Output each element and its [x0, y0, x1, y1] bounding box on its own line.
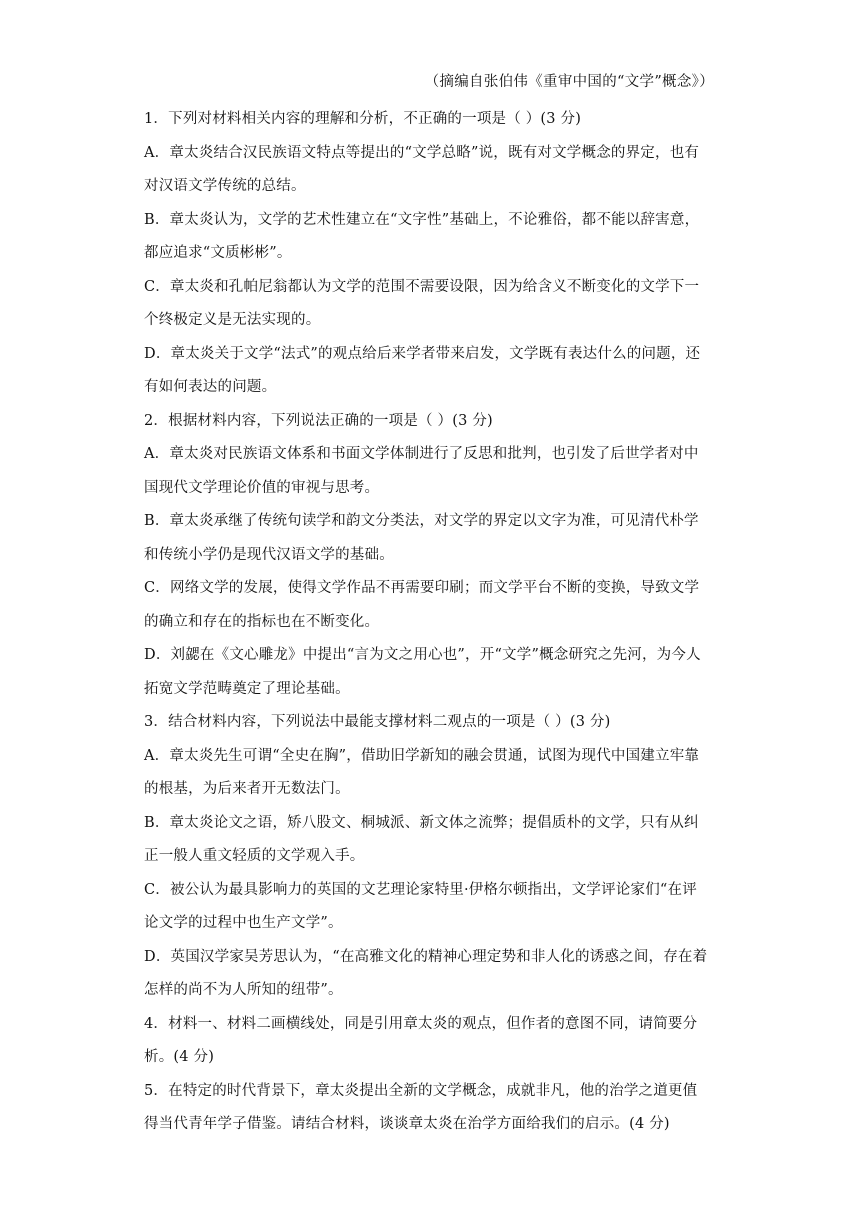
text-line: 2．根据材料内容，下列说法正确的一项是（ ）(3 分) [144, 412, 493, 429]
text-line: B．章太炎承继了传统句读学和韵文分类法，对文学的界定以文字为准，可见清代朴学 [144, 513, 699, 529]
source-citation: （摘编自张伯伟《重审中国的“文学”概念》） [424, 74, 714, 90]
text-line: 和传统小学仍是现代汉语文学的基础。 [144, 546, 394, 563]
text-line: 3．结合材料内容，下列说法中最能支撑材料二观点的一项是（ ）(3 分) [144, 714, 611, 730]
text-line: B．章太炎论文之语，矫八股文、桐城派、新文体之流弊；提倡质朴的文学，只有从纠 [144, 814, 699, 831]
text-line: B．章太炎认为，文学的艺术性建立在“文字性”基础上，不论雅俗，都不能以辞害意， [144, 211, 700, 228]
text-line: 的根基，为后来者开无数法门。 [144, 781, 350, 797]
text-line: D．章太炎关于文学“法式”的观点给后来学者带来启发，文学既有表达什么的问题，还 [144, 345, 701, 362]
text-line: 对汉语文学传统的总结。 [144, 178, 306, 194]
text-line: 个终极定义是无法实现的。 [144, 312, 321, 328]
text-line: D．英国汉学家吴芳思认为，“在高雅文化的精神心理定势和非人化的诱惑之间，存在着 [144, 948, 708, 965]
text-line: C．网络文学的发展，使得文学作品不再需要印刷；而文学平台不断的变换，导致文学 [144, 580, 700, 596]
text-line: A．章太炎先生可谓“全史在胸”，借助旧学新知的融会贯通，试图为现代中国建立牢靠 [144, 747, 700, 764]
text-line: 5．在特定的时代背景下，章太炎提出全新的文学概念，成就非凡，他的治学之道更值 [144, 1082, 698, 1099]
text-line: D．刘勰在《文心雕龙》中提出“言为文之用心也”，开“文学”概念研究之先河，为今人 [144, 647, 701, 663]
text-line: 1．下列对材料相关内容的理解和分析，不正确的一项是（ ）(3 分) [144, 111, 582, 127]
text-line: 析。(4 分) [144, 1049, 215, 1065]
text-line: 正一般人重文轻质的文学观入手。 [144, 848, 365, 864]
text-line: 的确立和存在的指标也在不断变化。 [144, 613, 380, 630]
text-line: C．章太炎和孔帕尼翁都认为文学的范围不需要设限，因为给含义不断变化的文学下一 [144, 278, 700, 295]
text-line: 4．材料一、材料二画横线处，同是引用章太炎的观点，但作者的意图不同，请简要分 [144, 1015, 698, 1032]
text-line: 有如何表达的问题。 [144, 379, 277, 395]
text-line: 都应追求“文质彬彬”。 [144, 245, 292, 261]
text-line: 怎样的尚不为人所知的纽带”。 [144, 982, 343, 998]
text-line: 国现代文学理论价值的审视与思考。 [144, 479, 380, 496]
text-line: 论文学的过程中也生产文学”。 [144, 915, 343, 931]
question-content [144, 103, 724, 1142]
text-line: 拓宽文学范畴奠定了理论基础。 [144, 680, 350, 697]
text-line: A．章太炎对民族语文体系和书面文学体制进行了反思和批判，也引发了后世学者对中 [144, 446, 699, 462]
text-line: C．被公认为最具影响力的英国的文艺理论家特里·伊格尔顿指出，文学评论家们“在评 [144, 881, 697, 898]
text-line: 得当代青年学子借鉴。请结合材料，谈谈章太炎在治学方面给我们的启示。(4 分) [144, 1116, 670, 1132]
text-line: A．章太炎结合汉民族语文特点等提出的“文学总略”说，既有对文学概念的界定，也有 [144, 144, 700, 161]
